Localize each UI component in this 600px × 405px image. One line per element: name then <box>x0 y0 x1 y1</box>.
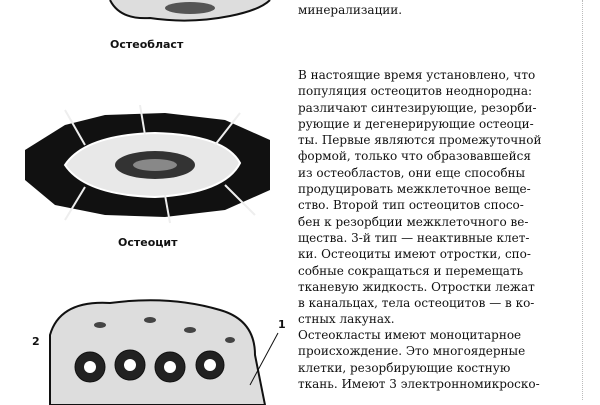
page-edge <box>582 0 583 400</box>
text-line: собные сокращаться и перемещать <box>298 263 524 278</box>
paragraph-osteoclasts <box>298 327 580 392</box>
osteoblast-illustration <box>100 0 280 30</box>
osteoclast-illustration <box>40 295 280 405</box>
text-line: ство. Второй тип остеоцитов спосо- <box>298 198 524 213</box>
text-line: бен к резорбции межклеточного ве- <box>298 214 529 229</box>
text-line: рующие и дегенерирующие остеоци- <box>298 116 534 131</box>
text-line: В настоящие время установлено, что <box>298 68 536 82</box>
text-line: клетки, резорбирующие костную <box>298 360 511 375</box>
top-text-line <box>298 2 580 18</box>
text-line: ки. Остеоциты имеют отростки, спо- <box>298 247 531 262</box>
text-line: происхождение. Это многоядерные <box>298 344 526 359</box>
text-line: стных лакунах. <box>298 312 395 327</box>
text-line: щества. 3-й тип — неактивные клет- <box>298 230 530 245</box>
text-line: Остеокласты имеют моноцитарное <box>298 328 522 342</box>
osteocyte-illustration <box>25 105 275 225</box>
text-line: минерализации. <box>298 3 403 17</box>
osteoclast-label-2: 2 <box>32 335 40 348</box>
text-line: из остеобластов, они еще способны <box>298 165 526 180</box>
text-line: в канальцах, тела остеоцитов — в ко- <box>298 296 535 311</box>
text-line: ткань. Имеют 3 электронномикроско- <box>298 376 540 391</box>
text-line: тканевую жидкость. Отростки лежат <box>298 279 535 294</box>
text-line: популяция остеоцитов неоднородна: <box>298 84 533 99</box>
osteocyte-caption: Остеоцит <box>118 236 178 249</box>
text-line: формой, только что образовавшейся <box>298 149 531 164</box>
text-line: продуцировать межклеточное веще- <box>298 182 531 197</box>
osteoblast-caption: Остеобласт <box>110 38 184 51</box>
text-line: различают синтезирующие, резорби- <box>298 100 537 115</box>
paragraph-osteocytes <box>298 67 580 328</box>
osteoclast-label-1: 1 <box>278 318 286 331</box>
text-line: ты. Первые являются промежуточной <box>298 133 542 148</box>
